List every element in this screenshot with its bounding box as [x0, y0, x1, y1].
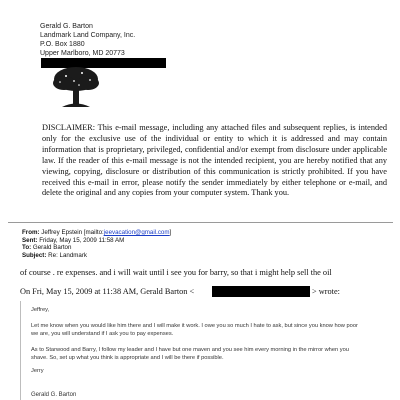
- signature-name: Gerald G. Barton: [40, 23, 93, 30]
- email-header: [22, 229, 171, 259]
- from-email-link[interactable]: jeevacation@gmail.com: [103, 229, 170, 236]
- quote-intro: [20, 287, 340, 296]
- sent-label: Sent:: [22, 236, 38, 244]
- to-label: To:: [22, 244, 32, 252]
- subject-label: Subject:: [22, 251, 47, 259]
- quoted-paragraph-2: As to Starwood and Barry, I follow my leader and I have but one maven and you see him every morning in the mirror when you shave. So, set up what you think is appropriate and I will be there if possible.: [31, 347, 349, 361]
- quote-intro-start: On Fri, May 15, 2009 at 11:38 AM, Gerald Barton <: [20, 287, 195, 296]
- quoted-signature-name: Gerald G. Barton: [31, 392, 77, 398]
- signature-po-box: P.O. Box 1880: [40, 41, 85, 48]
- reply-text: of course . re expenses. and i will wait until i see you for barry, so that i might help sell the oil: [20, 268, 332, 277]
- disclaimer-text: DISCLAIMER: This e-mail message, including any attached files and subsequent replies, is intended only for the exclusive use of the individual or entity to which it is addressed and may contain information that is proprietary, privileged, confidential and/or exempt from disclosure under applicable law. If the reader of this e-mail message is not the intended recipient, you are hereby notified that any viewing, copying, disclosure or distribution of this communication is strictly prohibited. If you have received this e-mail in error, please notify the sender immediately by either telephone or e-mail, and delete the original and any copies from your computer system. Thank you.: [42, 123, 387, 198]
- signature-company: Landmark Land Company, Inc.: [40, 32, 136, 39]
- from-name: Jeffrey Epstein [mailto:: [41, 229, 104, 236]
- quoted-paragraph-1: Let me know when you would like him there and I will make it work. I owe you so much I hate to ask, but since you know how poor we are, you will understand if I ask you to pay expenses.: [31, 323, 358, 337]
- quoted-greeting: Jeffrey,: [31, 307, 50, 313]
- subject-value: Re: Landmark: [48, 251, 88, 259]
- sent-value: Friday, May 15, 2009 11:58 AM: [39, 236, 125, 244]
- signature-city: Upper Marlboro, MD 20773: [40, 50, 125, 57]
- to-value: Gerald Barton: [32, 244, 72, 252]
- quote-intro-end: > wrote:: [312, 287, 340, 296]
- divider: [8, 222, 393, 223]
- quoted-closing: Jerry: [31, 368, 44, 374]
- redaction-email: [212, 286, 310, 297]
- from-label: From:: [22, 229, 40, 236]
- oak-tree-logo: [52, 66, 100, 110]
- from-close: ]: [169, 229, 172, 236]
- quote-bar: [20, 301, 21, 400]
